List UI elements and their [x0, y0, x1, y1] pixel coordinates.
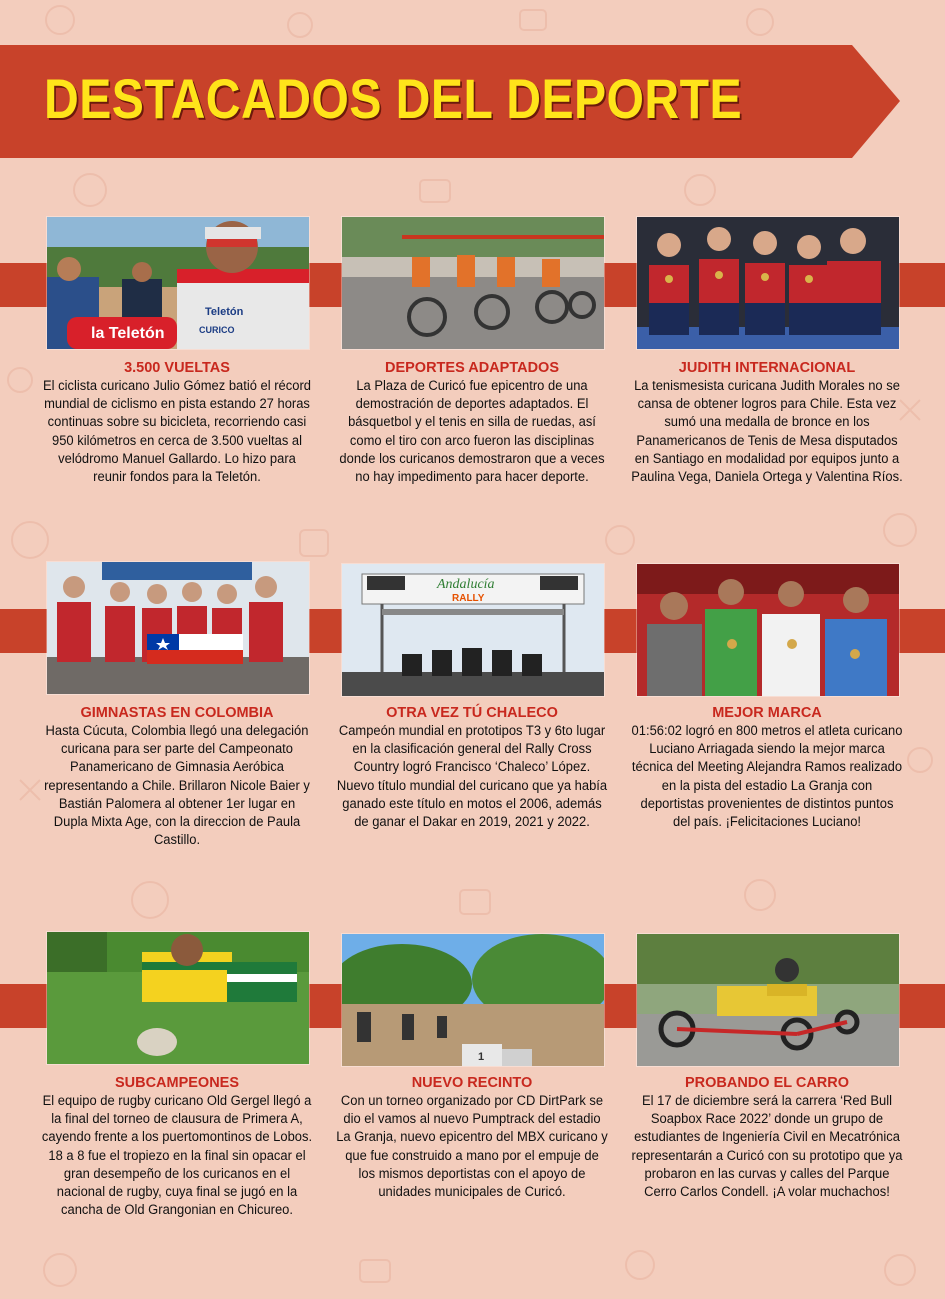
card-body: Con un torneo organizado por CD DirtPark se dio el vamos al nuevo Pumptrack del estadio La Granja, nuevo epicentro del MBX curicano y que fue construido a mano por el empuje de los mismos deportistas con el apoyo de unidades municipales de Curicó. [336, 1093, 608, 1200]
rally-podium-photo [341, 563, 605, 697]
adapted-sports-photo [341, 216, 605, 350]
card-title: DEPORTES ADAPTADOS [384, 360, 559, 376]
card-title: GIMNASTAS EN COLOMBIA [80, 705, 274, 721]
athletes-photo [636, 563, 900, 697]
pumptrack-photo [341, 933, 605, 1067]
card-deportes-adaptados [330, 359, 614, 486]
card-mejor-marca [625, 704, 909, 831]
card-body: 01:56:02 logró en 800 metros el atleta curicano Luciano Arriagada siendo la mejor marca técnica del Meeting Alejandra Ramos realizado en la pista del estadio La Granja con deportistas provenientes de distintos puntos del país. ¡Felicitaciones Luciano! [631, 723, 903, 830]
rally-event-name: RALLY [452, 593, 485, 604]
card-title: OTRA VEZ TÚ CHALECO [386, 705, 558, 721]
card-title: SUBCAMPEONES [114, 1075, 240, 1091]
card-body: El ciclista curicano Julio Gómez batió el récord mundial de ciclismo en pista estando 27 horas continuas sobre su bicicleta, recorriendo casi 950 kilómetros en cerca de 3.500 vueltas al velódromo Manuel Gallardo. Lo hizo para reunir fondos para la Teletón. [43, 378, 311, 485]
card-3500-vueltas [35, 359, 319, 486]
card-subcampeones [35, 1074, 319, 1219]
card-judith-internacional [625, 359, 909, 486]
table-tennis-team-photo [636, 216, 900, 350]
jersey-brand-text: Teletón [205, 306, 244, 318]
card-body: Campeón mundial en prototipos T3 y 6to lugar en la clasificación general del Rally Cross Country logró Francisco ‘Chaleco’ López. Nuevo título mundial del curicano que ya había ganado este título en motos el 2006, además de ganar el Dakar en 2019, 2021 y 2022. [336, 723, 608, 830]
card-body: La tenismesista curicana Judith Morales no se cansa de obtener logros para Chile. Esta vez sumó una medalla de bronce en los Panamericanos de Tenis de Mesa disputados en Santiago en modalidad por equipos junto a Paulina Vega, Daniela Ortega y Valentina Ríos. [631, 378, 903, 485]
card-title: NUEVO RECINTO [411, 1075, 533, 1091]
jersey-city-text: CURICO [199, 325, 235, 335]
card-title: JUDITH INTERNACIONAL [678, 360, 856, 376]
soapbox-car-photo [636, 933, 900, 1067]
card-body: La Plaza de Curicó fue epicentro de una demostración de deportes adaptados. El básquetbol y el tenis en silla de ruedas, así como el tiro con arco fueron las disciplinas donde los curicanos demostraron que a veces no hay impedimento para hacer deporte. [339, 378, 605, 485]
page-title: DESTACADOS DEL DEPORTE [44, 67, 743, 130]
card-body: El equipo de rugby curicano Old Gergel llegó a la final del torneo de clausura de Primera A, cayendo frente a los puertomontinos de Lobos. 18 a 8 fue el tropiezo en la final sin opacar el gran desempeño de los curicanos en el nacional de rugby, cuya final se jugó en la cancha de Old Grangonian en Chicureo. [41, 1093, 313, 1218]
card-otra-vez-chaleco [330, 704, 614, 831]
card-body: El 17 de diciembre será la carrera ‘Red Bull Soapbox Race 2022’ donde un grupo de estudiantes de Ingeniería Civil en Mecatrónica representarán a Curicó con su prototipo que ya probaron en las curvas y calles del Parque Cerro Carlos Condell. ¡A volar muchachos! [631, 1093, 903, 1200]
card-nuevo-recinto [330, 1074, 614, 1201]
rugby-photo [46, 931, 310, 1065]
gymnasts-photo [46, 561, 310, 695]
teleton-sign-text: la Teletón [91, 325, 165, 342]
rally-event-script: Andalucía [437, 577, 495, 592]
card-title: PROBANDO EL CARRO [684, 1075, 850, 1091]
podium-number: 1 [478, 1051, 485, 1063]
card-title: MEJOR MARCA [712, 705, 822, 721]
card-title: 3.500 VUELTAS [124, 360, 230, 376]
card-body: Hasta Cúcuta, Colombia llegó una delegación curicana para ser parte del Campeonato Panamericano de Gimnasia Aeróbica representando a Chile. Brillaron Nicole Baier y Bastián Palomera al obtener 1er lugar en Dupla Mixta Age, con la direccion de Paula Castillo. [44, 723, 310, 848]
card-gimnastas-colombia [35, 704, 319, 849]
cyclist-photo [46, 216, 310, 350]
card-probando-el-carro [625, 1074, 909, 1201]
